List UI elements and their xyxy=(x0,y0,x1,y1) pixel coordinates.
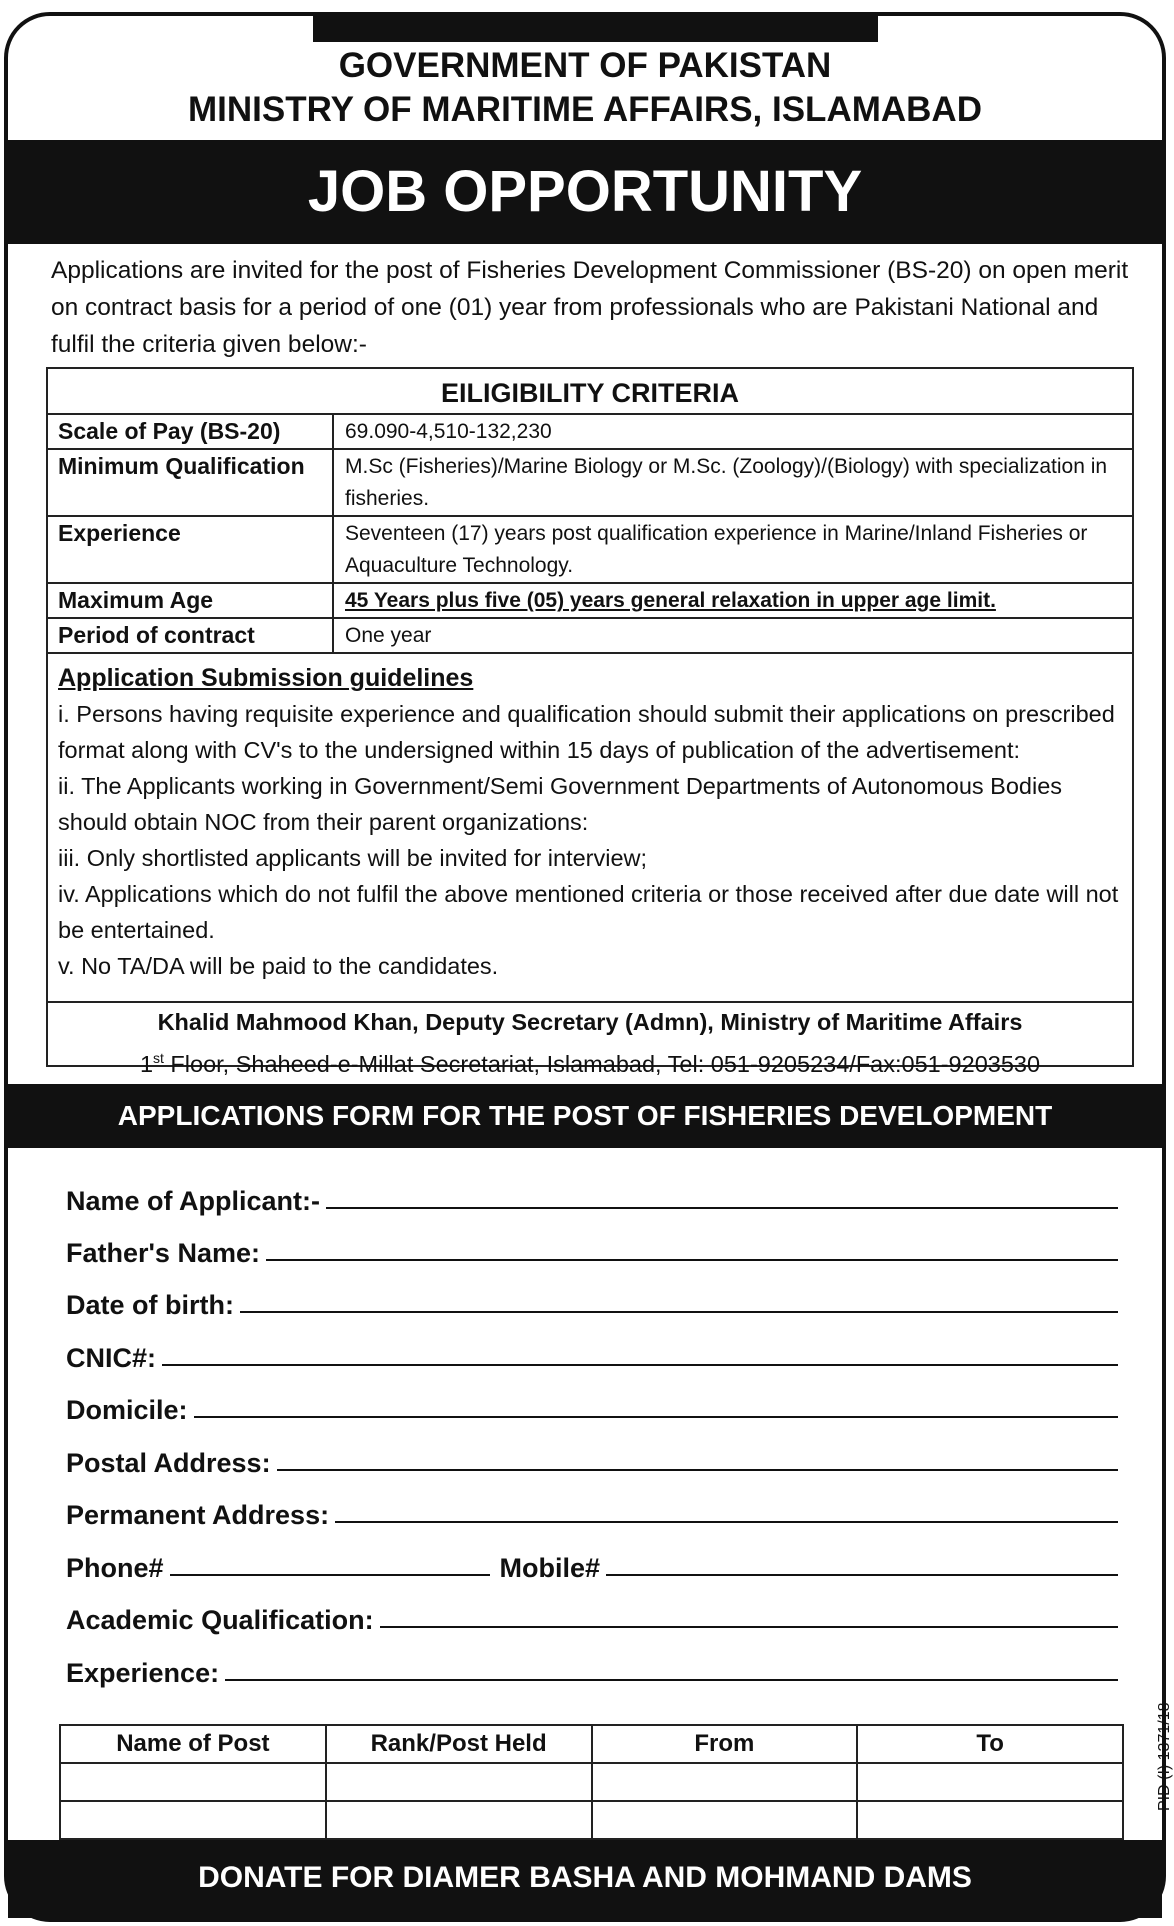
table-cell[interactable] xyxy=(326,1801,592,1839)
criteria-row xyxy=(48,415,1132,450)
table-cell[interactable] xyxy=(857,1801,1123,1839)
table-row xyxy=(60,1763,1123,1801)
criteria-label: Minimum Qualification xyxy=(48,450,334,515)
guideline-item: iv. Applications which do not fulfil the above mentioned criteria or those received after due date will not be entertained. xyxy=(58,881,1119,943)
form-row-postal xyxy=(66,1448,1118,1479)
field-label: Postal Address: xyxy=(66,1448,271,1478)
form-row-domicile xyxy=(66,1395,1118,1426)
phone-field[interactable] xyxy=(170,1574,490,1576)
header-ministry: MINISTRY OF MARITIME AFFAIRS, ISLAMABAD xyxy=(188,90,982,129)
experience-table xyxy=(59,1724,1124,1840)
table-cell[interactable] xyxy=(60,1801,326,1839)
name-field[interactable] xyxy=(326,1207,1118,1209)
criteria-value: Seventeen (17) years post qualification experience in Marine/Inland Fisheries or Aquaculture Technology. xyxy=(345,522,1088,577)
criteria-label: Period of contract xyxy=(48,619,334,652)
field-label: Name of Applicant:- xyxy=(66,1186,321,1216)
criteria-label: Scale of Pay (BS-20) xyxy=(48,415,334,448)
field-label: Phone# xyxy=(66,1553,164,1583)
eligibility-title: EILIGIBILITY CRITERIA xyxy=(48,369,1132,415)
signatory-name: Khalid Mahmood Khan, Deputy Secretary (Admn), Ministry of Maritime Affairs xyxy=(157,1009,1023,1035)
pid-number: PID (I) 1371/18 xyxy=(1156,1702,1173,1811)
criteria-row xyxy=(48,450,1132,517)
intro-paragraph: Applications are invited for the post of Fisheries Development Commissioner (BS-20) on open merit on contract basis for a period of one (01) year from professionals who are Pakistani National and fulfil the criteria given below:- xyxy=(51,257,1129,358)
cnic-field[interactable] xyxy=(162,1364,1118,1366)
table-cell[interactable] xyxy=(60,1763,326,1801)
academic-qualification-field[interactable] xyxy=(380,1626,1118,1628)
column-header: To xyxy=(857,1725,1123,1763)
form-row-academic xyxy=(66,1605,1118,1636)
form-row-name xyxy=(66,1186,1118,1217)
form-row-father xyxy=(66,1238,1118,1269)
criteria-label: Maximum Age xyxy=(48,584,334,617)
signatory-block xyxy=(48,1001,1132,1082)
eligibility-criteria-box xyxy=(46,367,1134,1077)
criteria-value: M.Sc (Fisheries)/Marine Biology or M.Sc. (Zoology)/(Biology) with specialization in fisheries. xyxy=(345,455,1108,510)
form-row-phone xyxy=(66,1553,1118,1584)
guidelines-heading: Application Submission guidelines xyxy=(58,664,474,692)
column-header: Rank/Post Held xyxy=(326,1725,592,1763)
form-row-permanent xyxy=(66,1500,1118,1531)
criteria-value: 69.090-4,510-132,230 xyxy=(345,420,552,443)
column-header: Name of Post xyxy=(60,1725,326,1763)
guideline-item: v. No TA/DA will be paid to the candidates. xyxy=(58,953,499,979)
field-label: Experience: xyxy=(66,1658,220,1688)
address-text: Floor, Shaheed-e-Millat Secretariat, Islamabad, Tel: 051-9205234/Fax:051-9203530 xyxy=(163,1050,1041,1077)
domicile-field[interactable] xyxy=(194,1416,1118,1418)
father-name-field[interactable] xyxy=(266,1259,1118,1261)
advertisement-frame xyxy=(4,12,1173,1922)
top-decorative-bar xyxy=(313,16,878,42)
column-header: From xyxy=(592,1725,858,1763)
table-cell[interactable] xyxy=(857,1763,1123,1801)
form-row-dob xyxy=(66,1290,1118,1321)
permanent-address-field[interactable] xyxy=(335,1521,1118,1523)
criteria-value: 45 Years plus five (05) years general relaxation in upper age limit. xyxy=(345,589,996,612)
dob-field[interactable] xyxy=(240,1311,1118,1313)
footer-slogan: DONATE FOR DIAMER BASHA AND MOHMAND DAMS xyxy=(8,1840,1162,1918)
guideline-item: ii. The Applicants working in Government/Semi Government Departments of Autonomous Bodies should obtain NOC from their parent organizations: xyxy=(58,773,1063,835)
table-cell[interactable] xyxy=(326,1763,592,1801)
criteria-row xyxy=(48,619,1132,654)
form-row-cnic xyxy=(66,1343,1118,1374)
guidelines-section xyxy=(48,654,1132,984)
table-cell[interactable] xyxy=(592,1763,858,1801)
floor-suffix: st xyxy=(153,1050,164,1066)
table-row xyxy=(60,1801,1123,1839)
job-opportunity-title: JOB OPPORTUNITY xyxy=(8,140,1162,244)
form-row-experience xyxy=(66,1658,1118,1689)
field-label: Permanent Address: xyxy=(66,1500,330,1530)
postal-address-field[interactable] xyxy=(277,1469,1118,1471)
criteria-row xyxy=(48,584,1132,619)
experience-field[interactable] xyxy=(225,1679,1118,1681)
field-label: Academic Qualification: xyxy=(66,1605,374,1635)
guideline-item: i. Persons having requisite experience and qualification should submit their applications on prescribed format along with CV's to the undersigned within 15 days of publication of the advertisement: xyxy=(58,701,1115,763)
field-label: Domicile: xyxy=(66,1395,188,1425)
criteria-label: Experience xyxy=(48,517,334,582)
criteria-row xyxy=(48,517,1132,584)
floor-number: 1 xyxy=(139,1050,154,1077)
field-label: Date of birth: xyxy=(66,1290,234,1320)
application-form-title: APPLICATIONS FORM FOR THE POST OF FISHERIES DEVELOPMENT COMMISSIONER xyxy=(8,1084,1162,1148)
field-label: CNIC#: xyxy=(66,1343,157,1373)
table-header-row xyxy=(60,1725,1123,1763)
guideline-item: iii. Only shortlisted applicants will be invited for interview; xyxy=(58,845,648,871)
signatory-address xyxy=(48,1040,1132,1082)
table-cell[interactable] xyxy=(592,1801,858,1839)
field-label: Mobile# xyxy=(499,1553,601,1583)
mobile-field[interactable] xyxy=(606,1574,1118,1576)
header-government: GOVERNMENT OF PAKISTAN xyxy=(338,46,832,85)
field-label: Father's Name: xyxy=(66,1238,260,1268)
criteria-value: One year xyxy=(345,624,432,647)
